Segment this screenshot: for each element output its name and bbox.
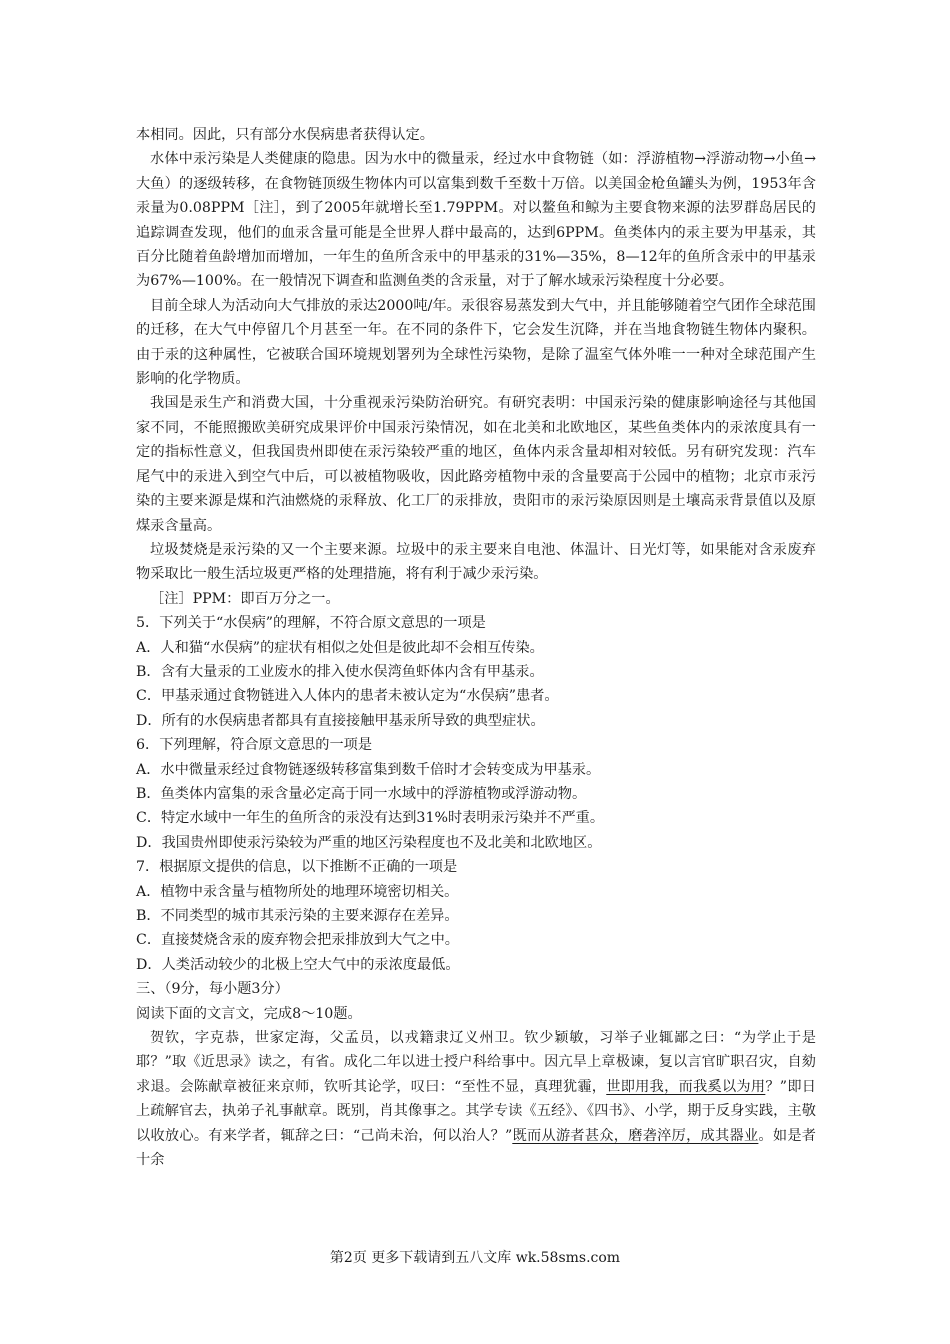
passage-text-end: 。如是者十余: [136, 1127, 816, 1169]
classical-passage: [136, 1026, 816, 1172]
question-7-stem: 7．根据原文提供的信息，以下推断不正确的一项是: [136, 859, 458, 876]
page-footer: 第2页 更多下载请到五八文库 wk.58sms.com: [329, 1250, 621, 1266]
underlined-sentence-1: 世即用我，而我奚以为用: [606, 1078, 766, 1095]
question-7-option-b: B．不同类型的城市其汞污染的主要来源存在差异。: [136, 908, 459, 924]
paragraph-china-mercury: 我国是汞生产和消费大国，十分重视汞污染防治研究。有研究表明：中国汞污染的健康影响途径与其他国家不同，不能照搬欧美研究成果评价中国汞污染情况，如在北美和北欧地区，某些鱼类体内的汞浓度具有一定的指标性意义，但我国贵州即使在汞污染较严重的地区，鱼体内汞含量却相对较低。另有研究发现：汽车尾气中的汞进入到空气中后，可以被植物吸收，因此路旁植物中汞的含量要高于公园中的植物；北京市汞污染的主要来源是煤和汽油燃烧的汞释放、化工厂的汞排放，贵阳市的汞污染原因则是土壤高汞背景值以及原煤汞含量高。: [136, 395, 816, 534]
question-5-option-d: D．所有的水俣病患者都具有直接接触甲基汞所导致的典型症状。: [136, 712, 545, 729]
underlined-sentence-2: 既而从游者甚众，磨砻淬厉，成其器业: [512, 1127, 759, 1144]
question-7-option-a: A．植物中汞含量与植物所处的地理环境密切相关。: [136, 883, 459, 900]
question-7-option-c: C．直接焚烧含汞的废弃物会把汞排放到大气之中。: [136, 932, 459, 949]
question-6-option-c: C．特定水域中一年生的鱼所含的汞没有达到31%时表明汞污染并不严重。: [136, 810, 605, 827]
question-5-option-b: B．含有大量汞的工业废水的排入使水俣湾鱼虾体内含有甲基汞。: [136, 663, 544, 680]
question-6-option-b: B．鱼类体内富集的汞含量必定高于同一水域中的浮游植物或浮游动物。: [136, 785, 587, 802]
passage-text-middle: ？”即日上疏解官去，执弟子礼事献章。既别，肖其像事之。其学专读《五经》、《四书》、小学，期于反身实践，主敬以收放心。有来学者，辄辞之曰：“己尚未治，何以治人？”: [136, 1078, 816, 1144]
footnote-ppm: ［注］PPM：即百万分之一。: [150, 590, 340, 607]
section-3-instruction: 阅读下面的文言文，完成8～10题。: [136, 1005, 362, 1022]
question-5-stem: 5．下列关于“水俣病”的理解，不符合原文意思的一项是: [136, 615, 486, 632]
paragraph-continuation: 本相同。因此，只有部分水俣病患者获得认定。: [136, 127, 434, 143]
paragraph-waste-incineration: 垃圾焚烧是汞污染的又一个主要来源。垃圾中的汞主要来自电池、体温计、日光灯等，如果能对含汞废弃物采取比一般生活垃圾更严格的处理措施，将有利于减少汞污染。: [136, 541, 816, 583]
section-3-heading: 三、（9分，每小题3分）: [136, 981, 289, 998]
question-6-option-a: A．水中微量汞经过食物链逐级转移富集到数千倍时才会转变成为甲基汞。: [136, 761, 601, 778]
question-7-option-d: D．人类活动较少的北极上空大气中的汞浓度最低。: [136, 956, 460, 973]
page-content: [136, 123, 816, 1172]
question-5-option-c: C．甲基汞通过食物链进入人体内的患者未被认定为“水俣病”患者。: [136, 688, 559, 705]
passage-text-start: 贺钦，字克恭，世家定海，父孟员，以戎籍隶辽义州卫。钦少颖敏，习举子业辄鄙之曰：“为学止于是耶？”取《近思录》读之，有省。成化二年以进士授户科给事中。因亢旱上章极谏，复以言官旷职召灾，自劾求退。会陈献章被征来京师，钦听其论学，叹曰：“至性不显，真理犹霾，: [136, 1030, 816, 1095]
question-6-option-d: D．我国贵州即使汞污染较为严重的地区污染程度也不及北美和北欧地区。: [136, 834, 602, 851]
question-5-option-a: A．人和猫“水俣病”的症状有相似之处但是彼此却不会相互传染。: [136, 639, 544, 656]
question-6-stem: 6．下列理解，符合原文意思的一项是: [136, 737, 373, 754]
paragraph-atmospheric-mercury: 目前全球人为活动向大气排放的汞达2000吨/年。汞很容易蒸发到大气中，并且能够随着空气团作全球范围的迁移，在大气中停留几个月甚至一年。在不同的条件下，它会发生沉降，并在当地食物链生物体内聚积。由于汞的这种属性，它被联合国环境规划署列为全球性污染物，是除了温室气体外唯一一种对全球范围产生影响的化学物质。: [136, 297, 816, 388]
paragraph-mercury-food-chain: 水体中汞污染是人类健康的隐患。因为水中的微量汞，经过水中食物链（如：浮游植物→浮游动物→小鱼→大鱼）的逐级转移，在食物链顶级生物体内可以富集到数千至数十万倍。以美国金枪鱼罐头为例，1953年含汞量为0.08PPM［注］，到了2005年就增长至1.79PPM。对以鳌鱼和鲸为主要食物来源的法罗群岛居民的追踪调查发现，他们的血汞含量可能是全世界人群中最高的，达到6PPM。鱼类体内的汞主要为甲基汞，其百分比随着鱼龄增加而增加，一年生的鱼所含汞中的甲基汞的31%—35%，8—12年的鱼所含汞中的甲基汞为67%—100%。在一般情况下调查和监测鱼类的含汞量，对于了解水域汞污染程度十分必要。: [136, 151, 816, 290]
